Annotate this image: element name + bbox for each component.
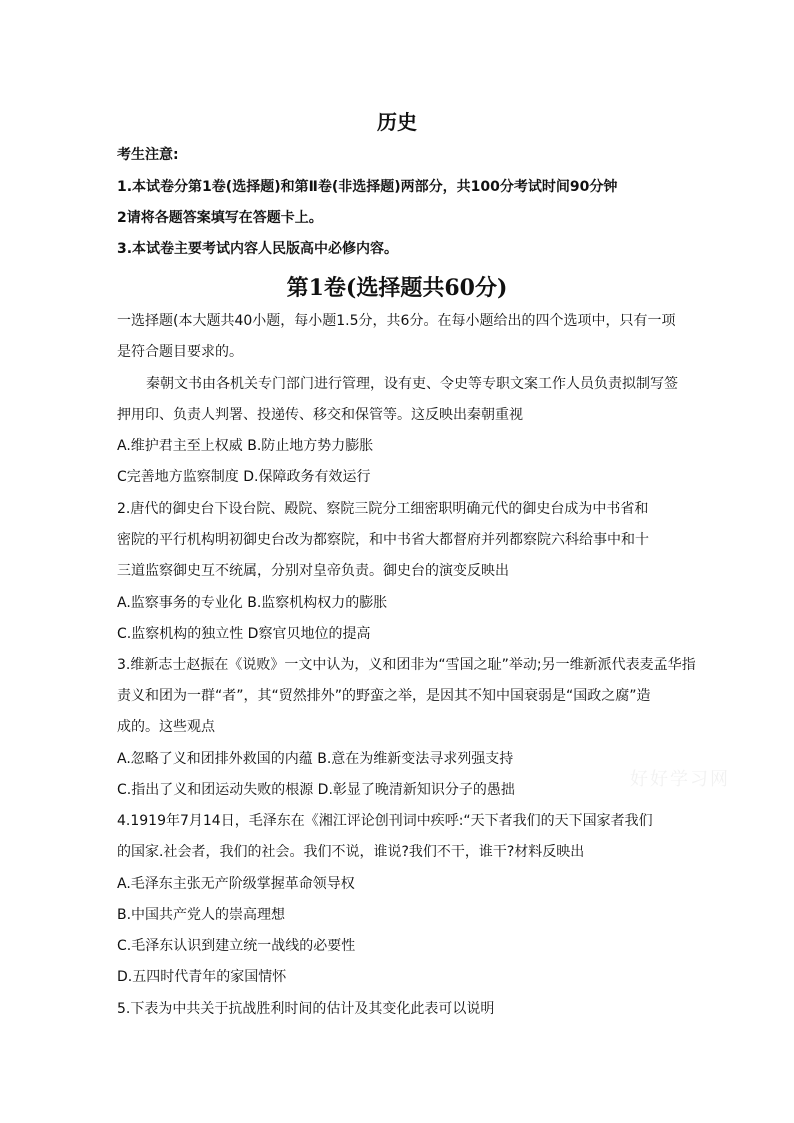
- question-option-line: C.监察机构的独立性 D察官贝地位的提高: [117, 626, 371, 642]
- question-option-line: A.忽略了义和团排外救国的内蕴 B.意在为维新变法寻求列强支持: [117, 751, 514, 767]
- question-stem-line: 的国家.社会者，我们的社会。我们不说，谁说?我们不干，谁干?材料反映出: [117, 844, 585, 860]
- notice-item: 2请将各题答案填写在答题卡上。: [117, 210, 323, 226]
- question-option-line: A.监察事务的专业化 B.监察机构权力的膨胀: [117, 595, 388, 611]
- question-stem-line: 责义和团为一群“者”，其“贸然排外”的野蛮之举，是因其不知中国衰弱是“国政之腐”造: [117, 688, 651, 704]
- notice-item: 1.本试卷分第1卷(选择题)和第Ⅱ卷(非选择题)两部分，共100分考试时间90分钟: [117, 179, 618, 195]
- question-option-line: D.五四时代青年的家国情怀: [117, 969, 287, 985]
- section-title: 第1卷(选择题共60分): [286, 275, 508, 301]
- instruction-line: 一选择题(本大题共40小题，每小题1.5分，共6分。在每小题给出的四个选项中，只有一项: [117, 313, 676, 329]
- question-option-line: B.中国共产党人的崇高理想: [117, 907, 286, 923]
- question-stem-line: 押用印、负责人判署、投递传、移交和保管等。这反映出秦朝重视: [117, 407, 523, 423]
- question-stem-line: 三道监察御史互不统属，分别对皇帝负责。御史台的演变反映出: [117, 563, 509, 579]
- watermark: 好好学习网: [630, 769, 730, 790]
- question-stem-line: 密院的平行机构明初御史台改为都察院，和中书省大都督府并列都察院六科给事中和十: [117, 532, 649, 548]
- document-title: 历史: [377, 110, 417, 134]
- question-option-line: C完善地方监察制度 D.保障政务有效运行: [117, 469, 371, 485]
- question-stem-line: 成的。这些观点: [117, 719, 215, 735]
- question-stem-line: 秦朝文书由各机关专门部门进行管理，设有吏、令史等专职文案工作人员负责拟制写签: [146, 376, 678, 392]
- question-option-line: C.毛泽东认识到建立统一战线的必要性: [117, 938, 356, 954]
- question-option-line: A.维护君主至上权威 B.防止地方势力膨胀: [117, 438, 374, 454]
- question-stem-line: 4.1919年7月14日，毛泽东在《湘江评论创刊词中疾呼:“天下者我们的天下国家者我们: [117, 813, 653, 829]
- question-stem-line: 5.下表为中共关于抗战胜利时间的估计及其变化此表可以说明: [117, 1001, 495, 1017]
- question-option-line: C.指出了义和团运动失败的根源 D.彰显了晚清新知识分子的愚拙: [117, 782, 515, 798]
- notice-heading: 考生注意:: [117, 147, 179, 163]
- notice-item: 3.本试卷主要考试内容人民版高中必修内容。: [117, 241, 399, 257]
- question-stem-line: 2.唐代的御史台下设台院、殿院、察院三院分工细密职明确元代的御史台成为中书省和: [117, 501, 649, 517]
- instruction-line: 是符合题目要求的。: [117, 344, 243, 360]
- question-option-line: A.毛泽东主张无产阶级掌握革命领导权: [117, 876, 355, 892]
- question-stem-line: 3.维新志士赵振在《说败》一文中认为，义和团非为“雪国之耻”举动;另一维新派代表麦孟华指: [117, 657, 696, 673]
